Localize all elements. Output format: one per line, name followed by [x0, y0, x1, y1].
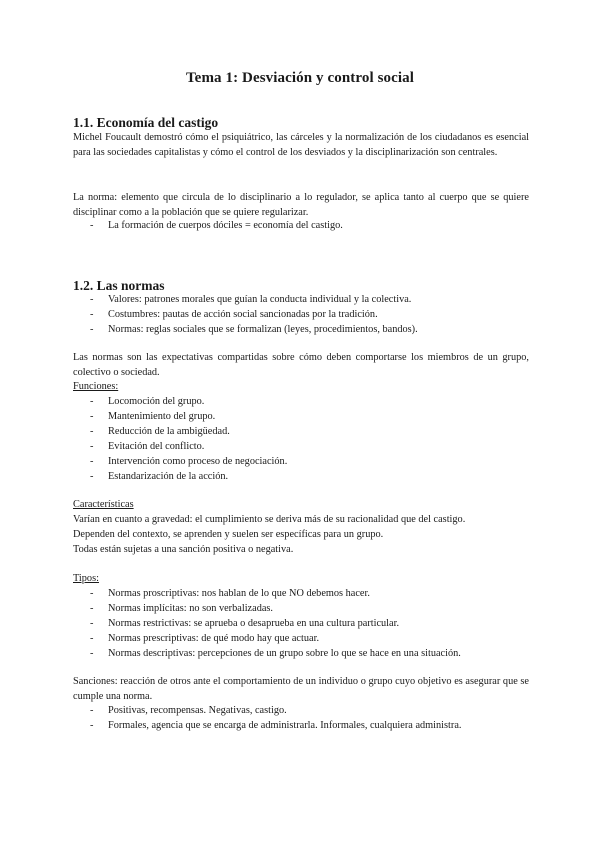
document-title: Tema 1: Desviación y control social — [185, 70, 415, 86]
list-item: - Costumbres: pautas de acción social sancionadas por la tradición. — [90, 309, 378, 320]
list-item: - Reducción de la ambigüedad. — [90, 426, 230, 437]
list-item: - Evitación del conflicto. — [90, 441, 205, 452]
caracteristica-line: Todas están sujetas a una sanción positiva o negativa. — [73, 544, 294, 555]
caracteristica-line: Dependen del contexto, se aprenden y suelen ser específicas para un grupo. — [73, 529, 384, 540]
list-item: - Estandarización de la acción. — [90, 471, 229, 482]
funciones-label: Funciones: — [73, 381, 119, 392]
list-item: - Mantenimiento del grupo. — [90, 411, 216, 422]
list-item: - Valores: patrones morales que guían la conducta individual y la colectiva. — [90, 294, 412, 305]
paragraph-normas-definicion: Las normas son las expectativas compartidas sobre cómo deben comportarse los miembros de un grupo, colectivo o sociedad. — [73, 352, 529, 379]
list-item: - Normas restrictivas: se aprueba o desaprueba en una cultura particular. — [90, 618, 400, 629]
section-heading-economia: 1.1. Economía del castigo — [73, 115, 219, 130]
list-item: - Positivas, recompensas. Negativas, castigo. — [90, 705, 287, 716]
list-item: - Normas proscriptivas: nos hablan de lo que NO debemos hacer. — [90, 588, 370, 599]
list-item: - La formación de cuerpos dóciles = economía del castigo. — [90, 220, 343, 231]
list-item: - Intervención como proceso de negociación. — [90, 456, 288, 467]
caracteristica-line: Varían en cuanto a gravedad: el cumplimiento se deriva más de su racionalidad que del castigo. — [73, 514, 466, 525]
paragraph-la-norma: La norma: elemento que circula de lo disciplinario a lo regulador, se aplica tanto al cuerpo que se quiere disciplinar como a la población que se quiere regularizar. — [73, 192, 529, 219]
list-item: - Normas: reglas sociales que se formalizan (leyes, procedimientos, bandos). — [90, 324, 418, 335]
list-item: - Normas implícitas: no son verbalizadas. — [90, 603, 273, 614]
tipos-label: Tipos: — [73, 573, 99, 584]
list-item: - Formales, agencia que se encarga de administrarla. Informales, cualquiera administra. — [90, 720, 462, 731]
list-item: - Normas prescriptivas: de qué modo hay que actuar. — [90, 633, 320, 644]
paragraph-sanciones: Sanciones: reacción de otros ante el comportamiento de un individuo o grupo cuyo objetivo es asegurar que se cumple una norma. — [73, 676, 529, 703]
list-item: - Normas descriptivas: percepciones de un grupo sobre lo que se hace en una situación. — [90, 648, 461, 659]
caracteristicas-label: Características — [73, 499, 134, 510]
paragraph-foucault: Michel Foucault demostró cómo el psiquiátrico, las cárceles y la normalización de los ciudadanos es esencial para las sociedades capitalistas y cómo el control de los desviados y la disciplinarización son centrales. — [73, 132, 529, 159]
section-heading-normas: 1.2. Las normas — [73, 278, 165, 293]
list-item: - Locomoción del grupo. — [90, 396, 205, 407]
